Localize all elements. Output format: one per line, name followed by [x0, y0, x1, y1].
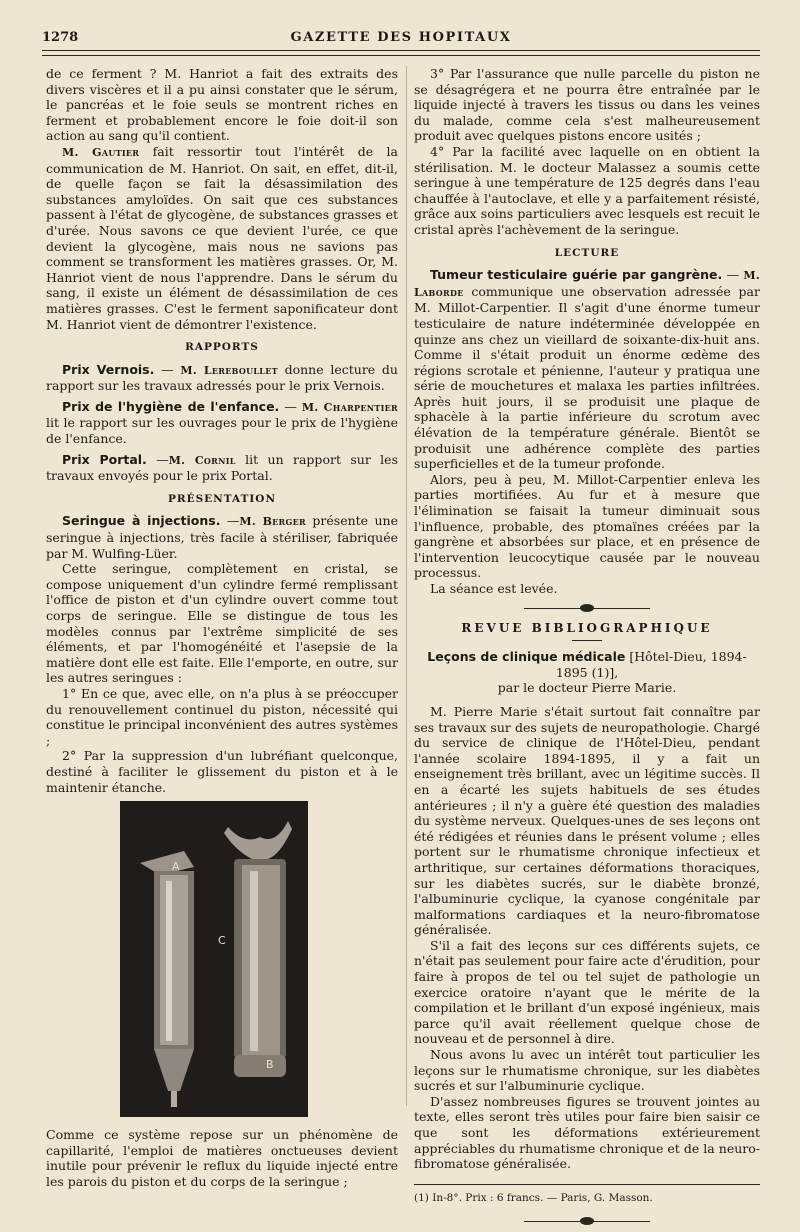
section-heading-revue: REVUE BIBLIOGRAPHIQUE — [461, 620, 713, 635]
prize-hygiene: Prix de l'hygiène de l'enfance. — M. Charpentier lit le rapport sur les ouvrages pour le prix de l'hygiène de l'enfance. — [46, 398, 399, 447]
prize-text: lit le rapport sur les ouvrages pour le prix de l'hygiène de l'enfance. — [46, 415, 398, 447]
book-title: Leçons de clinique médicale — [427, 649, 626, 665]
section-heading-presentation: PRÉSENTATION — [167, 492, 277, 505]
page-number: 1278 — [42, 30, 79, 45]
column-separator — [406, 66, 407, 1106]
list-item: 1° En ce que, avec elle, on n'a plus à se préoccuper du renouvellement continuel du piston, nécessité qui constitue le principal inconvénient des autres systèmes ; — [46, 685, 398, 748]
paragraph: La séance est levée. — [430, 581, 558, 596]
section-heading-rapports: RAPPORTS — [185, 341, 259, 354]
paragraph: Nous avons lu avec un intérêt tout particulier les leçons sur le rhumatisme chronique, sur les diabètes sucrés et sur l'albuminurie cyclique. — [414, 1047, 760, 1094]
seringue-intro: Seringue à injections. —M. Berger présente une seringue à injections, très facile à stériliser, fabriquée par M. Wulfing-Lüer. — [46, 513, 398, 561]
book-author: par le docteur Pierre Marie. — [497, 680, 677, 696]
book-title-block — [414, 649, 760, 696]
right-column — [414, 66, 760, 1232]
syringe-figure — [120, 801, 308, 1117]
paragraph: Alors, peu à peu, M. Millot-Carpentier enleva les parties mortifiées. Au fur et à mesure que l'élimination se faisait la tumeur diminuait sous l'influence, probable, des ptomaïnes créées par la gangrène et absorbées sur place, et en présence de l'intervention leucocytique causée par le nouveau processus. — [414, 471, 760, 581]
paragraph: Cette seringue, complètement en cristal, se compose uniquement d'un cylindre fermé remplissant l'office de piston et d'un cylindre ouvert comme tout corps de seringue. Elle se distingue de tous les modèles connus par l'extrême simplicité de ses éléments, et par l'homogénéité et l'asepsie de la matière dont elle est faite. Elle l'emporte, en outre, sur les autres seringues : — [46, 561, 398, 686]
prize-title: Prix Vernois. — [62, 361, 155, 377]
item-text: présente une seringue à injections, très facile à stériliser, fabriquée par M. Wulfing-Lüer. — [46, 513, 398, 561]
list-item: 2° Par la suppression d'un lubréfiant quelconque, destiné à faciliter le glissement du piston et à le maintenir étanche. — [46, 748, 398, 795]
speaker-name: M. Laborde — [414, 269, 760, 299]
header-rule-thin — [42, 55, 760, 56]
figure-label-a: A — [172, 860, 180, 874]
speaker-name: M. Lereboullet — [180, 363, 278, 377]
paragraph-text: fait ressortir tout l'intérêt de la communication de M. Hanriot. On sait, en effet, dit-il, de quelle façon se fait la désassimilation des substances amyloïdes. On sait que ces substances passent à l'état de glycogène, de substances grasses et d'urée. Nous savons ce que devient l'urée, ce que devient la glycogène, mais nous ne savions pas comment se transforment les matières grasses. Or, M. Hanriot vient de nous l'apprendre. Dans le sérum du sang, il existe un élément de désassimilation de ces matières grasses. C'est le ferment saponificateur dont M. Hanriot vient de démontrer l'existence. — [46, 143, 398, 332]
figure-label-c: C — [218, 934, 226, 948]
tumeur-paragraph: Tumeur testiculaire guérie par gangrène. — M. Laborde communique une observation adressée par M. Millot-Carpentier. Il s'agit d'une énorme tumeur testiculaire de nature indéterminée développée en quinze ans chez un vieillard de soixante-dix-huit ans. Comme il s'était produit un énorme œdème des régions scrotale et pénienne, l'auteur y pratiqua une série de mouchetures et malaxa les parties infiltrées. Après huit jours, il se produisit une plaque de sphacèle à la partie inférieure du scrotum avec élévation de la température générale. Bientôt se produisit une adhérence complète des parties superficielles et de la tumeur profonde. — [414, 267, 760, 472]
short-rule — [572, 640, 602, 641]
syringe-illustration — [120, 801, 308, 1117]
header-rule — [42, 50, 760, 51]
left-column — [46, 66, 398, 1190]
item-title: Seringue à injections. — [62, 513, 221, 529]
list-item: 3° Par l'assurance que nulle parcelle du piston ne se désagrégera et ne pourra être entraînée par le liquide injecté à travers les tissus ou dans les veines du malade, comme cela s'est malheureusement produit avec quelques pistons encore usités ; — [414, 66, 760, 144]
prize-portal: Prix Portal. —M. Cornil lit un rapport sur les travaux envoyés pour le prix Portal. — [46, 451, 398, 484]
paragraph: de ce ferment ? M. Hanriot a fait des extraits des divers viscères et il a pu ainsi constater que le sérum, le pancréas et le foie seuls se montrent riches en ferment et probablement encore le foie doit-il son action au sang qu'il contient. — [46, 66, 398, 144]
prize-vernois: Prix Vernois. — M. Lereboullet donne lecture du rapport sur les travaux adressés pour le prix Vernois. — [46, 361, 398, 394]
prize-title: Prix Portal. — [62, 451, 147, 467]
paragraph-gautier — [46, 144, 398, 332]
paragraph: D'assez nombreuses figures se trouvent jointes au texte, elles seront très utiles pour faire bien saisir ce que sont les déformations extérieurement appréciables du rhumatisme chronique et de la neuro-fibromatose généralisée. — [414, 1093, 760, 1172]
prize-title: Prix de l'hygiène de l'enfance. — [62, 398, 280, 414]
item-text: communique une observation adressée par M. Millot-Carpentier. Il s'agit d'une énorme tumeur testiculaire de nature indéterminée développée en quinze ans chez un vieillard de soixante-dix-huit ans. Comme il s'était produit un énorme œdème des régions scrotale et pénienne, l'auteur y pratiqua une série de mouchetures et malaxa les parties infiltrées. Après huit jours, il se produisit une plaque de sphacèle à la partie inférieure du scrotum avec élévation de la température générale. Bientôt se produisit une adhérence complète des parties superficielles et de la tumeur profonde. — [414, 283, 760, 472]
journal-title: GAZETTE DES HOPITAUX — [290, 30, 512, 45]
item-title: Tumeur testiculaire guérie par gangrène. — [430, 267, 723, 283]
speaker-name: M. Gautier — [62, 145, 140, 159]
speaker-name: M. Cornil — [168, 453, 236, 467]
paragraph: Comme ce système repose sur un phénomène de capillarité, l'emploi de matières onctueuses devient inutile pour prévenir le reflux du liquide injecté entre les parois du piston et du corps de la seringue ; — [46, 1127, 398, 1189]
paragraph: S'il a fait des leçons sur ces différents sujets, ce n'était pas seulement pour faire acte d'érudition, pour faire à propos de tel ou tel sujet de pathologie un exercice oratoire n'ayant que le mérite de la compilation et le brillant d'un exposé ingénieux, mais parce qu'il avait réellement quelque chose de nouveau et de personnel à dire. — [414, 937, 760, 1047]
ornament-divider — [414, 603, 760, 613]
page-header — [42, 28, 760, 50]
speaker-name: M. Berger — [239, 515, 306, 529]
paragraph: M. Pierre Marie s'était surtout fait connaître par ses travaux sur des sujets de neuropathologie. Chargé du service de clinique de l'Hôtel-Dieu, pendant l'année scolaire 1894-1895, il y a fait un enseignement très brillant, avec un légitime succès. Il en a écarté les sujets habituels de ses études antérieures ; il n'y a guère été question des maladies du système nerveux. Quelques-unes de ses leçons ont été rédigées et réunies dans le présent volume ; elles portent sur le rhumatisme chronique infectieux et arthritique, sur certaines déformations thoraciques, sur les diabètes sucrés, sur le diabète bronzé, l'albuminurie cyclique, la cyanose congénitale par malformations cardiaques et la neuro-fibromatose généralisée. — [414, 703, 760, 938]
footnote-rule — [414, 1184, 760, 1185]
section-heading-lecture: LECTURE — [554, 246, 620, 259]
book-detail: [Hôtel-Dieu, 1894-1895 (1)], — [555, 649, 747, 680]
figure-label-b: B — [266, 1058, 274, 1072]
list-item: 4° Par la facilité avec laquelle on en obtient la stérilisation. M. le docteur Malassez a soumis cette seringue à une température de 125 degrés dans l'eau chauffée à l'autoclave, et elle y a parfaitement résisté, grâce aux soins particuliers avec lesquels est recuit le cristal après l'achèvement de la seringue. — [414, 143, 760, 237]
prize-text: donne lecture du rapport sur les travaux adressés pour le prix Vernois. — [46, 361, 398, 394]
speaker-name: M. Charpentier — [301, 400, 399, 414]
prize-text: lit un rapport sur les travaux envoyés pour le prix Portal. — [46, 451, 398, 484]
ornament-divider-end — [414, 1216, 760, 1226]
footnote: (1) In-8°. Prix : 6 francs. — Paris, G. Masson. — [414, 1191, 653, 1204]
